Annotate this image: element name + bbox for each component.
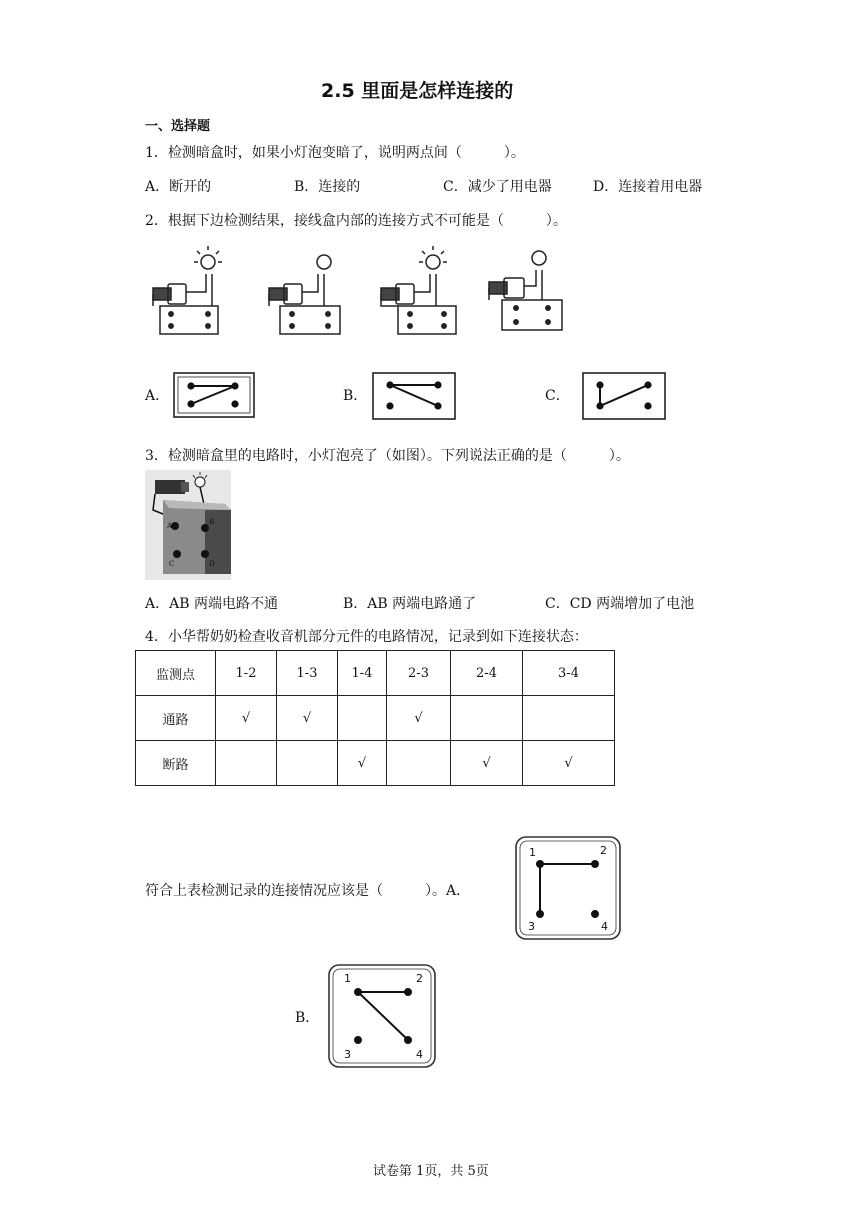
circuit-diagram-2: [269, 255, 340, 334]
q3-figure-label-c: C: [169, 560, 175, 568]
q2-stem: 2．根据下边检测结果，接线盒内部的连接方式不可能是（ ）。: [145, 213, 567, 229]
page-title: 2.5 里面是怎样连接的: [321, 80, 514, 102]
table-cell: 2-4: [451, 651, 523, 696]
q2-option-b-label: B．: [343, 388, 368, 404]
table-cell: 1-4: [338, 651, 387, 696]
q4-option-b-label: B．: [295, 1010, 320, 1026]
table-cell: √: [216, 696, 277, 741]
q4-stem: 4．小华帮奶奶检查收音机部分元件的电路情况，记录到如下连接状态：: [145, 629, 588, 645]
q1-option-c: C．减少了用电器: [443, 179, 552, 195]
table-cell: 1-3: [277, 651, 338, 696]
table-cell: √: [338, 741, 387, 786]
table-cell: 监测点: [136, 651, 216, 696]
table-header-row: [136, 651, 615, 696]
table-cell: 通路: [136, 696, 216, 741]
q1-stem: 1．检测暗盒时，如果小灯泡变暗了，说明两点间（ ）。: [145, 145, 525, 161]
q4-record-table: [135, 650, 615, 786]
table-row: [136, 696, 615, 741]
q2-option-a-label: A．: [145, 388, 170, 404]
table-row: [136, 741, 615, 786]
q4a-label-3: 3: [528, 920, 535, 933]
circuit-diagram-1: [153, 246, 222, 334]
q3-option-c: C．CD 两端增加了电池: [545, 596, 695, 612]
q2-circuit-figures: [148, 244, 588, 344]
table-cell: [387, 741, 451, 786]
q4a-label-2: 2: [600, 844, 607, 857]
q2-option-b-box: [372, 372, 456, 420]
q3-stem: 3．检测暗盒里的电路时，小灯泡亮了（如图）。下列说法正确的是（ ）。: [145, 448, 630, 464]
table-cell: [277, 741, 338, 786]
q1-option-b: B．连接的: [294, 179, 361, 195]
q3-figure-label-a: A: [167, 522, 173, 530]
q3-option-a: A．AB 两端电路不通: [145, 596, 278, 612]
table-cell: 3-4: [523, 651, 615, 696]
q2-option-c-box: [582, 372, 666, 420]
q1-option-d: D．连接着用电器: [593, 179, 703, 195]
circuit-diagram-4: [489, 251, 562, 330]
table-cell: √: [451, 741, 523, 786]
q4b-label-1: 1: [344, 972, 351, 985]
q4-option-b-box: [326, 962, 438, 1070]
table-cell: [338, 696, 387, 741]
q4a-label-4: 4: [601, 920, 608, 933]
table-cell: [451, 696, 523, 741]
q4b-label-2: 2: [416, 972, 423, 985]
table-cell: [523, 696, 615, 741]
table-cell: √: [387, 696, 451, 741]
q2-option-c-label: C．: [545, 388, 570, 404]
page-footer: 试卷第 1页，共 5页: [373, 1164, 489, 1179]
table-cell: 2-3: [387, 651, 451, 696]
q3-option-b: B．AB 两端电路通了: [343, 596, 477, 612]
table-cell: √: [277, 696, 338, 741]
q2-option-a-box: [173, 372, 255, 418]
section-heading: 一、选择题: [145, 119, 211, 134]
q3-figure-label-d: D: [209, 560, 215, 568]
q4b-label-4: 4: [416, 1048, 423, 1061]
circuit-diagram-3: [381, 246, 456, 334]
q4-option-a-box: [513, 834, 623, 942]
q4b-label-3: 3: [344, 1048, 351, 1061]
q4-prompt: 符合上表检测记录的连接情况应该是（ ）。A．: [145, 883, 471, 899]
table-cell: 1-2: [216, 651, 277, 696]
q4a-label-1: 1: [529, 846, 536, 859]
table-cell: [216, 741, 277, 786]
q1-option-a: A．断开的: [145, 179, 212, 195]
table-cell: √: [523, 741, 615, 786]
q3-black-box-photo: [145, 470, 231, 580]
q3-figure-label-b: B: [209, 518, 215, 526]
table-cell: 断路: [136, 741, 216, 786]
